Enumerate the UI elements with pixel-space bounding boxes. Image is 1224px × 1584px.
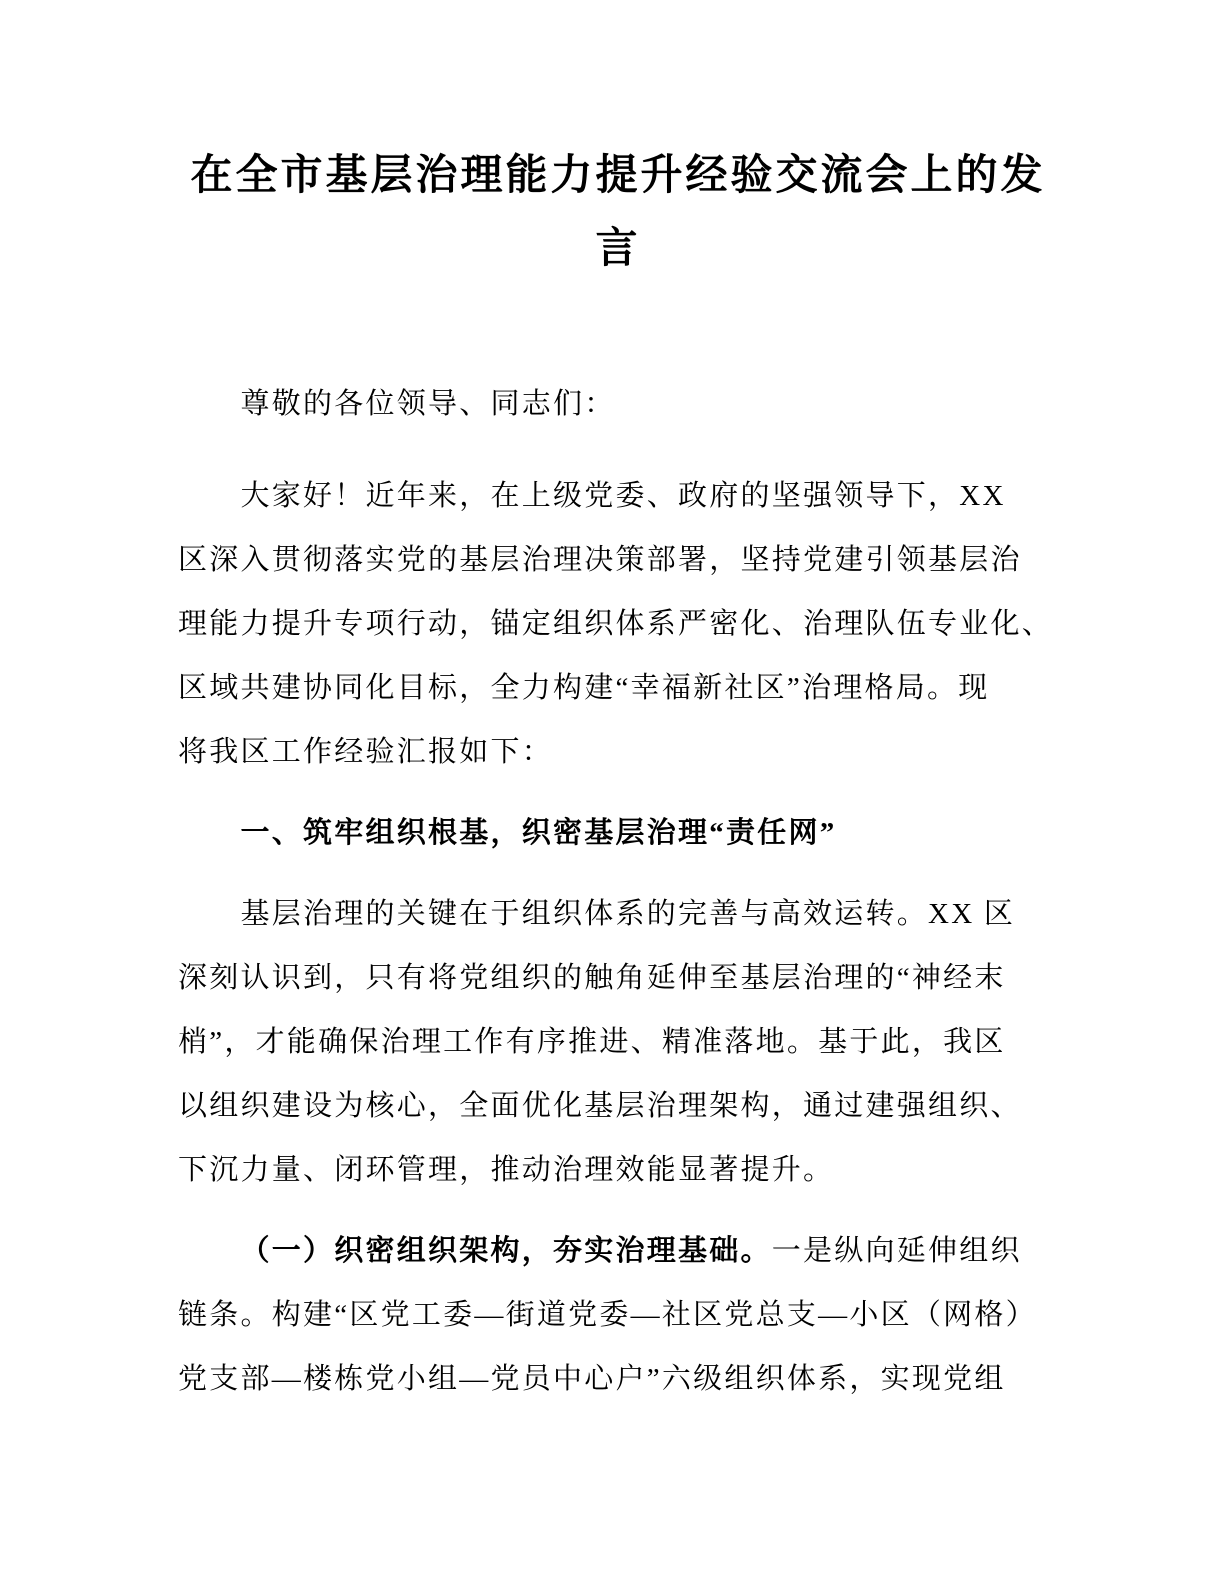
text-run: 一是纵向延伸组织: [771, 1235, 1022, 1267]
text-line: [178, 656, 1058, 720]
text-line: [178, 1010, 1058, 1074]
text-run: 区深入贯彻落实党的基层治理决策部署，坚持党建引领基层治: [178, 544, 1022, 576]
salutation-paragraph: [178, 372, 1058, 436]
text-run: 深刻认识到，只有将党组织的触角延伸至基层治理的“神经末: [178, 962, 1006, 994]
text-line: [178, 1347, 1058, 1411]
text-run: 理能力提升专项行动，锚定组织体系严密化、治理队伍专业化、: [178, 608, 1054, 640]
bold-text-run: （一）织密组织架构，夯实治理基础。: [240, 1235, 772, 1267]
section-1-paragraph: [178, 882, 1058, 1202]
text-line: [178, 528, 1058, 592]
text-line: [178, 372, 1058, 436]
document-title-line-2: 言: [595, 226, 641, 272]
text-run: 下沉力量、闭环管理，推动治理效能显著提升。: [178, 1154, 835, 1186]
text-line: [178, 882, 1058, 946]
text-line: [178, 720, 1058, 784]
text-line: [178, 946, 1058, 1010]
document-body: [178, 372, 1058, 1411]
subsection-1-paragraph: [178, 1219, 1058, 1411]
text-run: 梢”，才能确保治理工作有序推进、精准落地。基于此，我区: [178, 1026, 1006, 1058]
text-run: 链条。构建“区党工委—街道党委—社区党总支—小区（网格）: [178, 1299, 1037, 1331]
bold-text-run: 一、筑牢组织根基，织密基层治理“责任网”: [240, 817, 837, 849]
text-line: [178, 1074, 1058, 1138]
text-line: [178, 1283, 1058, 1347]
text-line: [178, 592, 1058, 656]
text-run: 基层治理的关键在于组织体系的完善与高效运转。XX 区: [240, 898, 1016, 930]
document-title: [178, 140, 1058, 286]
document-title-line-1: 在全市基层治理能力提升经验交流会上的发: [190, 153, 1046, 199]
text-line: [178, 801, 1058, 865]
text-line: [178, 464, 1058, 528]
text-line: [178, 1219, 1058, 1283]
text-run: 区域共建协同化目标，全力构建“幸福新社区”治理格局。现: [178, 672, 990, 704]
text-run: 将我区工作经验汇报如下：: [178, 736, 554, 768]
text-line: [178, 1138, 1058, 1202]
text-run: 尊敬的各位领导、同志们：: [240, 388, 616, 420]
text-run: 以组织建设为核心，全面优化基层治理架构，通过建强组织、: [178, 1090, 1022, 1122]
section-heading-1: [178, 801, 1058, 865]
intro-paragraph: [178, 464, 1058, 784]
text-run: 大家好！近年来，在上级党委、政府的坚强领导下，XX: [240, 480, 1006, 512]
text-run: 党支部—楼栋党小组—党员中心户”六级组织体系，实现党组: [178, 1363, 1006, 1395]
